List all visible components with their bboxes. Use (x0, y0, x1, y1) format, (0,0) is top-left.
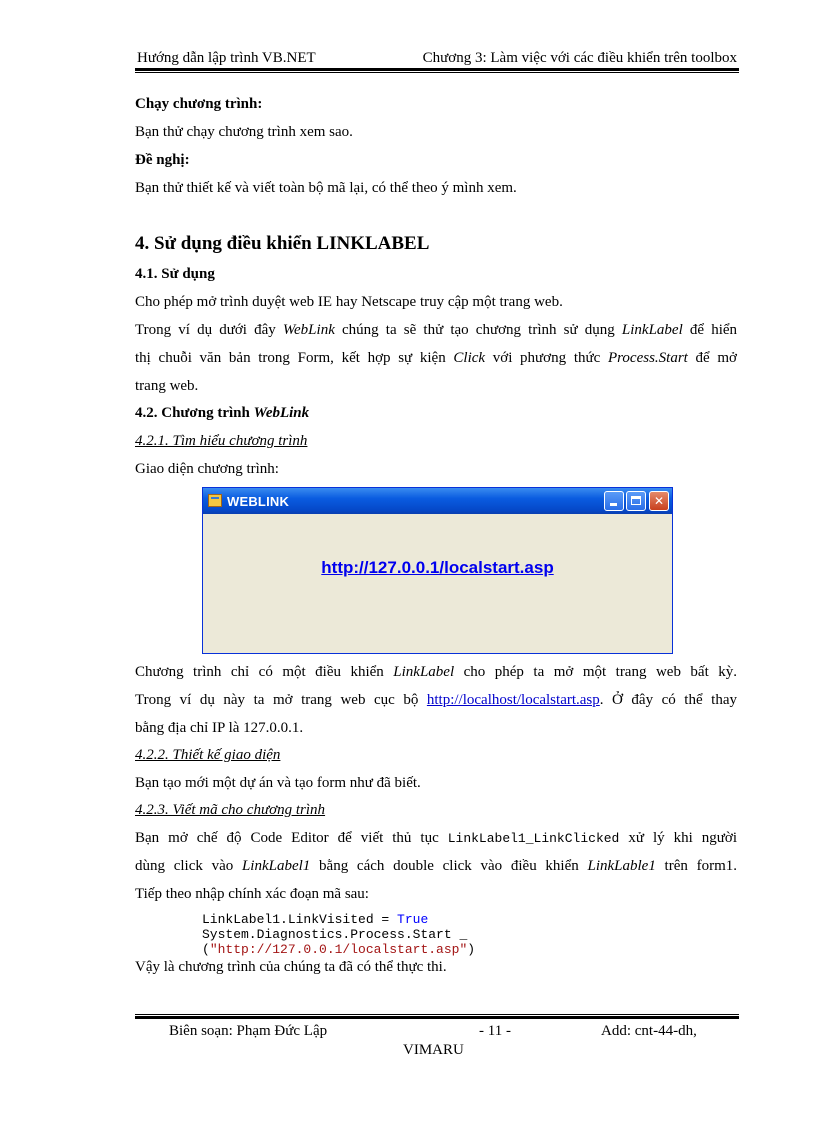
suggest-heading: Đề nghị: (135, 152, 190, 168)
text-run: bằng cách double click vào điều khiển (310, 858, 588, 874)
code-text: ) (467, 942, 476, 957)
window-title: WEBLINK (227, 494, 290, 509)
code-keyword: True (397, 912, 429, 927)
text-run: trên form1. (655, 858, 737, 874)
code-string: "http://127.0.0.1/localstart.asp" (209, 942, 468, 957)
paragraph-4-1-2-line3: trang web. (135, 378, 199, 394)
subsection-4-2-3-title: 4.2.3. Viết mã cho chương trình (135, 802, 326, 818)
ui-caption: Giao diện chương trình: (135, 461, 279, 477)
minimize-icon (610, 503, 617, 506)
code-line-1 (202, 912, 428, 927)
run-heading: Chạy chương trình: (135, 96, 263, 112)
footer-page-number: - 11 - (479, 1023, 511, 1039)
header-right: Chương 3: Làm việc với các điều khiển trên toolbox (422, 50, 737, 66)
window-titlebar[interactable] (203, 488, 672, 514)
subsection-4-1-title: 4.1. Sử dụng (135, 266, 215, 282)
text-run: dùng click vào (135, 858, 242, 874)
footer-org: VIMARU (403, 1042, 464, 1058)
close-button[interactable] (649, 491, 669, 511)
paragraph-4-1-2-line1 (135, 322, 737, 339)
code-line-2: System.Diagnostics.Process.Start _ (202, 927, 468, 942)
paragraph-4-1-2-line2 (135, 350, 737, 367)
paragraph-4-2-1-line2 (135, 692, 737, 709)
text-run: Bạn mở chế độ Code Editor để viết thủ tục (135, 830, 448, 846)
paragraph-4-1-1: Cho phép mở trình duyệt web IE hay Netscape truy cập một trang web. (135, 294, 563, 310)
code-text: LinkLabel1.LinkVisited = (202, 912, 398, 927)
term-linklabel1: LinkLabel1 (241, 858, 311, 874)
code-line-3 (202, 942, 475, 957)
subsection-4-2-1-title: 4.2.1. Tìm hiểu chương trình (135, 433, 308, 449)
maximize-button[interactable] (626, 491, 646, 511)
run-text: Bạn thử chạy chương trình xem sao. (135, 124, 353, 140)
term-linklable1: LinkLable1 (587, 858, 656, 874)
procedure-name: LinkLabel1_LinkClicked (447, 831, 620, 846)
page-header (135, 48, 739, 68)
subsection-4-2-title (135, 405, 309, 422)
close-icon: ✕ (653, 494, 665, 508)
text-run: xử lý khi người (619, 830, 737, 846)
paragraph-4-2-1-line3: bằng địa chỉ IP là 127.0.0.1. (135, 720, 304, 736)
footer-author: Biên soạn: Phạm Đức Lập (169, 1023, 328, 1039)
code-text: ( (202, 942, 210, 957)
section-title: 4. Sử dụng điều khiển LINKLABEL (135, 233, 430, 254)
suggest-text: Bạn thử thiết kế và viết toàn bộ mã lại, có thể theo ý mình xem. (135, 180, 517, 196)
app-icon (208, 494, 222, 507)
closing-sentence: Vậy là chương trình của chúng ta đã có thể thực thi. (135, 959, 447, 975)
text-run: cho phép ta mở một trang web bất kỳ. (454, 664, 737, 680)
text-run: Trong ví dụ dưới đây (135, 322, 283, 338)
text-run: với phương thức (485, 350, 608, 366)
link-label[interactable]: http://127.0.0.1/localstart.asp (321, 558, 554, 577)
footer-address: Add: cnt-44-dh, (601, 1023, 697, 1039)
text-run: Trong ví dụ này ta mở trang web cục bộ (135, 692, 427, 708)
term-linklabel: LinkLabel (393, 664, 455, 680)
text-run: . Ở đây có thể thay (599, 692, 737, 708)
text-run: 4.2. Chương trình (135, 405, 254, 421)
minimize-button[interactable] (604, 491, 624, 511)
text-run: để hiển (682, 322, 738, 338)
header-rule-thick (135, 68, 739, 71)
text-run: chúng ta sẽ thử tạo chương trình sử dụng (334, 322, 622, 338)
term-linklabel: LinkLabel (621, 322, 683, 338)
term-weblink: WebLink (253, 405, 310, 421)
maximize-icon (631, 496, 641, 505)
header-left: Hướng dẫn lập trình VB.NET (137, 50, 316, 66)
weblink-window (202, 487, 673, 654)
footer-rule-thin (135, 1014, 739, 1015)
localhost-link[interactable]: http://localhost/localstart.asp (426, 692, 600, 708)
text-run: Chương trình chỉ có một điều khiển (135, 664, 394, 680)
term-weblink: WebLink (282, 322, 335, 338)
header-rule-thin (135, 72, 739, 73)
text-run: thị chuỗi văn bản trong Form, kết hợp sự kiện (135, 350, 454, 366)
term-process-start: Process.Start (607, 350, 688, 366)
subsection-4-2-2-title: 4.2.2. Thiết kế giao diện (135, 747, 281, 763)
paragraph-4-2-3-line2 (135, 858, 737, 875)
paragraph-4-2-3-line1 (135, 830, 737, 847)
footer-rule-thick (135, 1016, 739, 1019)
paragraph-4-2-1-line1 (135, 664, 737, 681)
paragraph-4-2-3-line3: Tiếp theo nhập chính xác đoạn mã sau: (135, 886, 369, 902)
paragraph-4-2-2: Bạn tạo mới một dự án và tạo form như đã biết. (135, 775, 421, 791)
term-click: Click (453, 350, 486, 366)
text-run: để mở (687, 350, 737, 366)
